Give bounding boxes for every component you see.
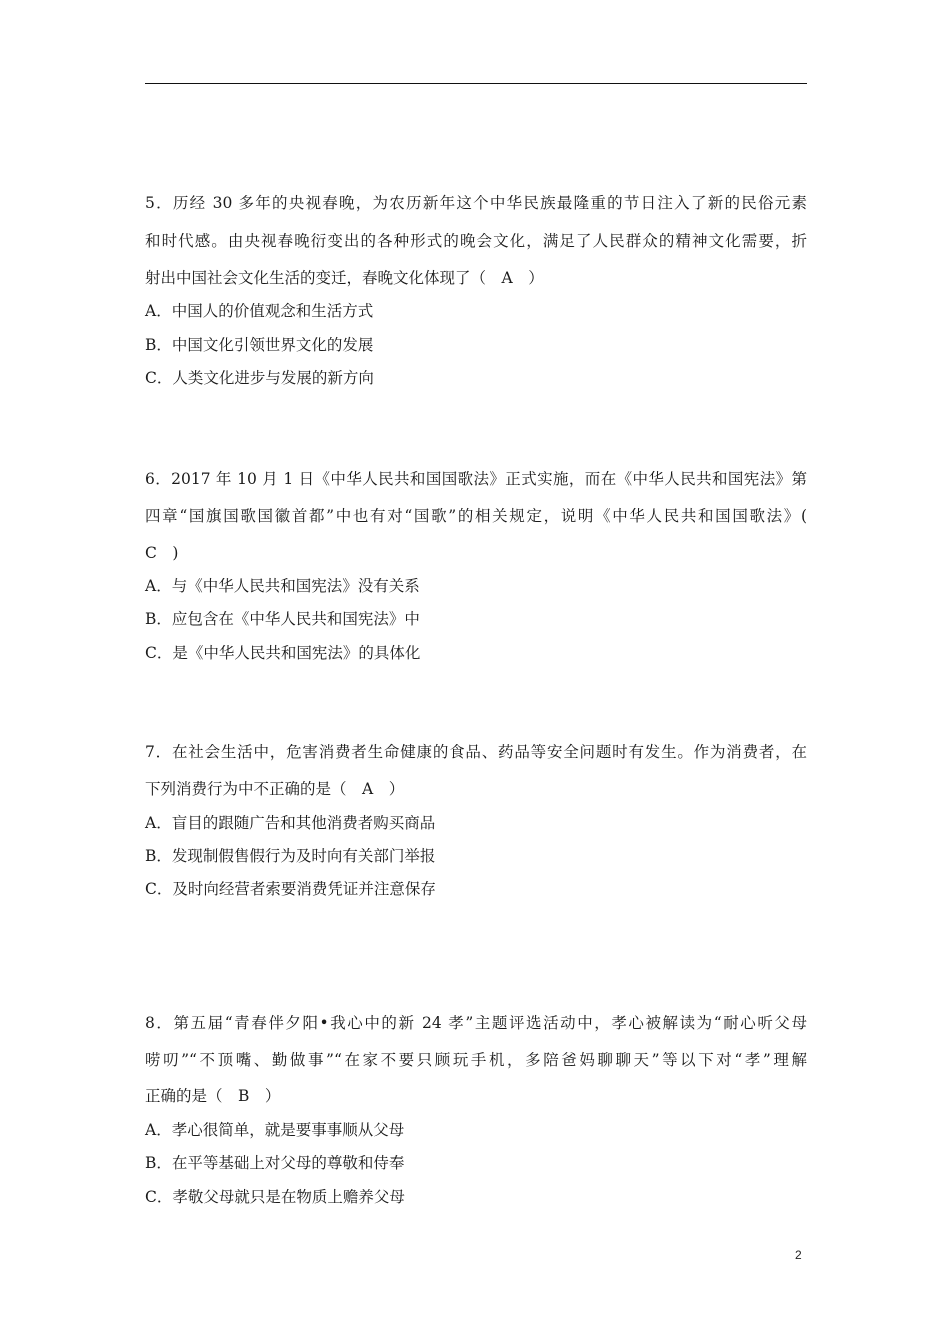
option-b: B．发现制假售假行为及时向有关部门举报 [145,847,436,865]
option-c: C．人类文化进步与发展的新方向 [145,369,374,387]
question-stem-line: 下列消费行为中不正确的是（ A ） [145,780,405,798]
option-a: A．盲目的跟随广告和其他消费者购买商品 [145,814,436,832]
page-number: 2 [795,1248,802,1262]
option-a: A．孝心很简单，就是要事事顺从父母 [145,1121,405,1139]
question-stem-line: 正确的是（ B ） [145,1087,281,1105]
option-c: C．是《中华人民共和国宪法》的具体化 [145,644,421,662]
question-stem-line: 6．2017 年 10 月 1 日《中华人民共和国国歌法》正式实施，而在《中华人民共和国宪法》第 [145,470,807,488]
option-c: C．孝敬父母就只是在物质上赡养父母 [145,1188,405,1206]
option-b: B．在平等基础上对父母的尊敬和侍奉 [145,1154,405,1172]
question-stem-line: 四章“国旗国歌国徽首都”中也有对“国歌”的相关规定，说明《中华人民共和国国歌法》( [145,507,807,525]
question-stem-line: 5．历经 30 多年的央视春晚，为农历新年这个中华民族最隆重的节日注入了新的民俗元素 [145,194,807,212]
question-stem-line: C ) [145,544,179,562]
header-rule [145,83,807,84]
option-c: C．及时向经营者索要消费凭证并注意保存 [145,880,436,898]
option-b: B．中国文化引领世界文化的发展 [145,336,374,354]
question-stem-line: 8．第五届“青春伴夕阳•我心中的新 24 孝”主题评选活动中，孝心被解读为“耐心听父母 [145,1014,807,1032]
option-a: A．与《中华人民共和国宪法》没有关系 [145,577,420,595]
question-stem-line: 唠叨”“不顶嘴、勤做事”“在家不要只顾玩手机，多陪爸妈聊聊天”等以下对“孝”理解 [145,1051,807,1069]
question-stem-line: 7．在社会生活中，危害消费者生命健康的食品、药品等安全问题时有发生。作为消费者，在 [145,743,807,761]
question-stem-line: 射出中国社会文化生活的变迁，春晚文化体现了（ A ） [145,269,544,287]
option-b: B．应包含在《中华人民共和国宪法》中 [145,610,420,628]
option-a: A．中国人的价值观念和生活方式 [145,302,374,320]
question-stem-line: 和时代感。由央视春晚衍变出的各种形式的晚会文化，满足了人民群众的精神文化需要，折 [145,232,807,250]
